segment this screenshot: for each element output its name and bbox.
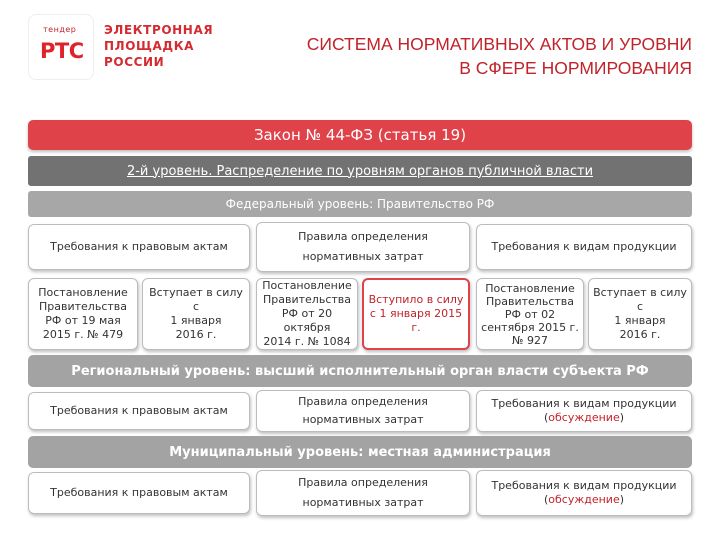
box-text: 2014 г. № 1084: [263, 335, 351, 348]
regional-norm-costs-box: [256, 390, 470, 432]
decree-927-box: [476, 278, 584, 350]
discussion-link[interactable]: обсуждение: [548, 493, 620, 506]
box-text: Правила определения: [298, 230, 428, 243]
box-text: Правительства: [263, 293, 351, 306]
box-text: 1 января: [614, 314, 666, 327]
box-text: нормативных затрат: [302, 413, 424, 426]
federal-legal-acts-box: Требования к правовым актам: [28, 224, 250, 270]
box-text: Постановление: [485, 281, 575, 295]
box-text: сентября 2015 г.: [481, 320, 579, 334]
logo-caption: [104, 22, 213, 70]
page-title: [222, 32, 692, 80]
decree-479-box: [28, 278, 138, 350]
title-line-1: СИСТЕМА НОРМАТИВНЫХ АКТОВ И УРОВНИ: [306, 34, 692, 54]
box-text: Правила определения: [298, 476, 428, 489]
paren: (: [543, 411, 549, 424]
box-text: Вступило в силу: [368, 293, 464, 306]
paren: ): [619, 493, 625, 506]
box-text: РФ от 20 октября: [281, 307, 333, 334]
box-text: Правительства: [486, 294, 574, 308]
municipal-products-box: [476, 470, 692, 516]
box-text: Вступает в силу с: [593, 286, 687, 313]
box-text: Требования к видам продукции: [491, 479, 677, 492]
box-text: № 927: [512, 333, 548, 347]
box-text: РФ от 19 мая: [45, 314, 121, 327]
municipal-level-header: Муниципальный уровень: местная администрация: [28, 436, 692, 468]
decree-1084-box: [256, 278, 358, 350]
box-text: 2016 г.: [619, 328, 661, 341]
box-text: Правительства: [39, 300, 127, 313]
box-text: 1 января: [170, 314, 222, 327]
paren: ): [619, 411, 625, 424]
municipal-legal-acts-box: Требования к правовым актам: [28, 472, 250, 514]
federal-level-header: Федеральный уровень: Правительство РФ: [28, 191, 692, 217]
box-text: 2016 г.: [175, 328, 217, 341]
law-banner: Закон № 44-ФЗ (статья 19): [28, 120, 692, 150]
federal-products-box: Требования к видам продукции: [476, 224, 692, 270]
regional-level-header: Региональный уровень: высший исполнительный орган власти субъекта РФ: [28, 355, 692, 387]
box-text: 2015 г. № 479: [42, 328, 124, 341]
box-text: с 1 января 2015 г.: [369, 307, 463, 334]
paren: (: [543, 493, 549, 506]
discussion-link[interactable]: обсуждение: [548, 411, 620, 424]
municipal-norm-costs-box: [256, 470, 470, 516]
federal-norm-costs-box: [256, 222, 470, 272]
effective-date-box-3: [588, 278, 692, 350]
discussion-line: [544, 493, 624, 507]
box-text: Требования к видам продукции: [491, 397, 677, 410]
box-text: нормативных затрат: [302, 496, 424, 509]
regional-legal-acts-box: Требования к правовым актам: [28, 392, 250, 430]
logo: [28, 14, 94, 80]
box-text: Постановление: [262, 279, 352, 292]
level2-banner: 2-й уровень. Распределение по уровням органов публичной власти: [28, 156, 692, 186]
logo-caption-line: ПЛОЩАДКА: [104, 39, 194, 53]
title-line-2: В СФЕРЕ НОРМИРОВАНИЯ: [459, 58, 692, 78]
box-text: РФ от 02: [504, 307, 556, 321]
logo-caption-line: ЭЛЕКТРОННАЯ: [104, 23, 214, 37]
effective-date-box-2: [362, 278, 470, 350]
logo-big-text: РТС: [40, 39, 84, 63]
logo-small-text: тендер: [43, 25, 77, 34]
box-text: Вступает в силу с: [149, 286, 243, 313]
regional-products-box: [476, 390, 692, 432]
box-text: Правила определения: [298, 395, 428, 408]
box-text: Постановление: [38, 286, 128, 299]
discussion-line: [544, 411, 624, 425]
logo-caption-line: РОССИИ: [104, 55, 165, 69]
effective-date-box-1: [142, 278, 250, 350]
box-text: нормативных затрат: [302, 250, 424, 263]
